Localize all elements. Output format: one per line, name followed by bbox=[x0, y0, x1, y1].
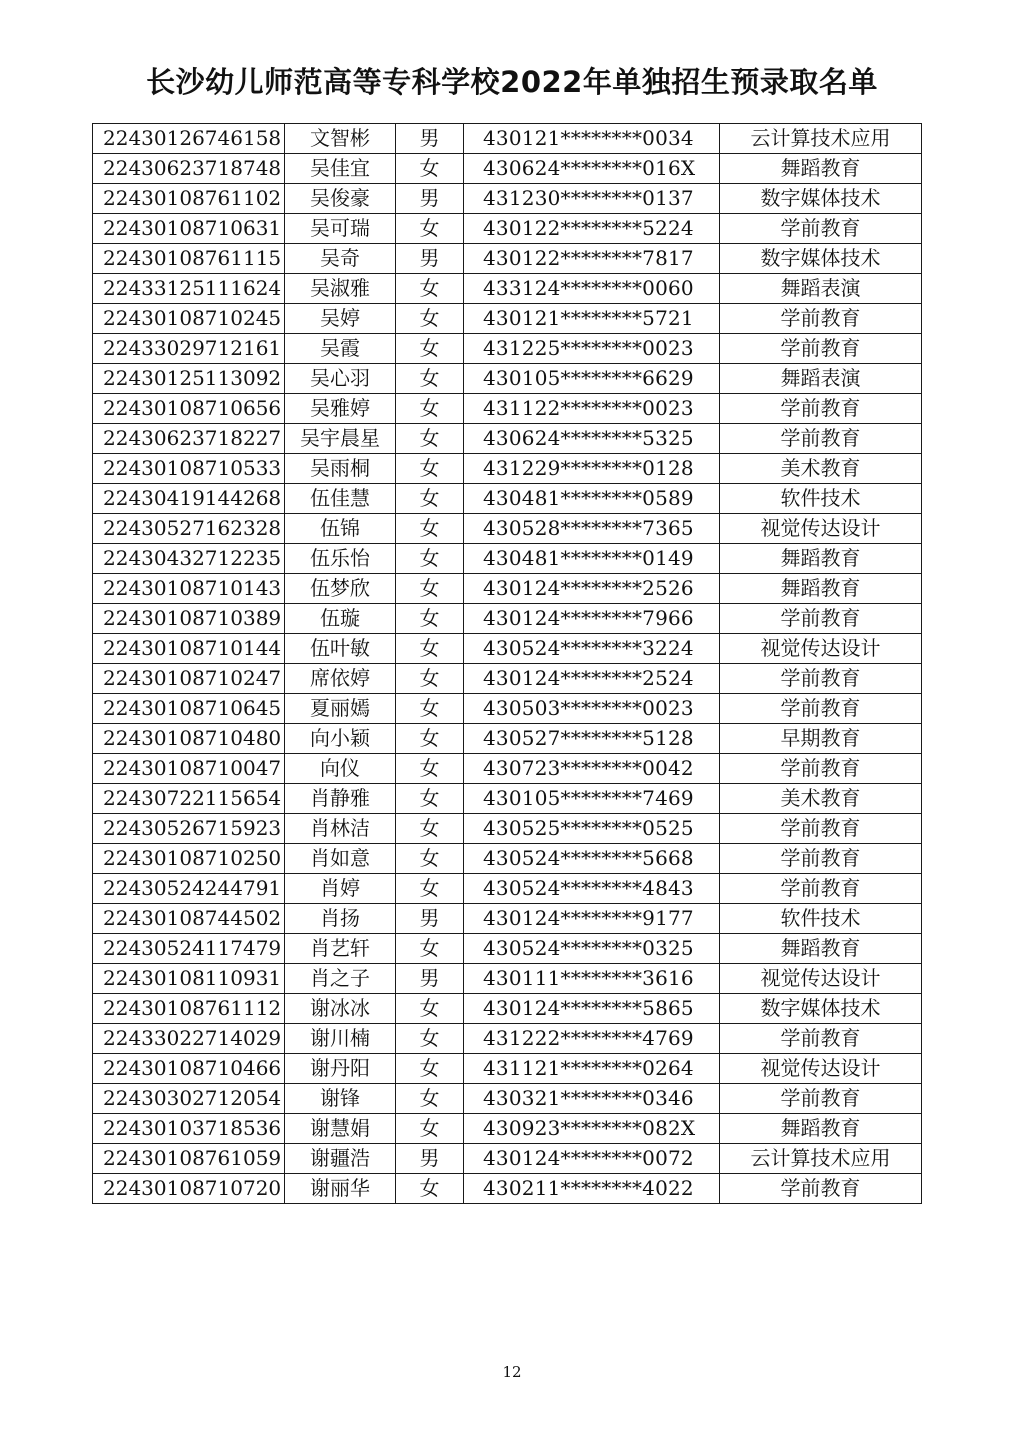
table-row bbox=[93, 964, 922, 994]
exam-id-cell: 22430108710720 bbox=[93, 1174, 285, 1204]
id-card-cell: 430321********0346 bbox=[464, 1084, 720, 1114]
major-cell: 学前教育 bbox=[720, 1084, 922, 1114]
page-number: 12 bbox=[502, 1363, 522, 1381]
exam-id-cell: 22430108761112 bbox=[93, 994, 285, 1024]
exam-id-cell: 22430623718748 bbox=[93, 154, 285, 184]
exam-id-cell: 22430108761102 bbox=[93, 184, 285, 214]
gender-cell: 男 bbox=[396, 964, 464, 994]
major-cell: 舞蹈教育 bbox=[720, 1114, 922, 1144]
id-card-cell: 430503********0023 bbox=[464, 694, 720, 724]
name-cell: 向小颖 bbox=[285, 724, 396, 754]
id-card-cell: 430124********5865 bbox=[464, 994, 720, 1024]
gender-cell: 女 bbox=[396, 574, 464, 604]
exam-id-cell: 22433125111624 bbox=[93, 274, 285, 304]
major-cell: 学前教育 bbox=[720, 394, 922, 424]
table-row bbox=[93, 904, 922, 934]
exam-id-cell: 22430125113092 bbox=[93, 364, 285, 394]
exam-id-cell: 22430524244791 bbox=[93, 874, 285, 904]
name-cell: 谢冰冰 bbox=[285, 994, 396, 1024]
name-cell: 吴婷 bbox=[285, 304, 396, 334]
table-row bbox=[93, 124, 922, 154]
gender-cell: 女 bbox=[396, 1174, 464, 1204]
table-row bbox=[93, 244, 922, 274]
major-cell: 学前教育 bbox=[720, 604, 922, 634]
gender-cell: 女 bbox=[396, 724, 464, 754]
name-cell: 肖林洁 bbox=[285, 814, 396, 844]
table-row bbox=[93, 334, 922, 364]
id-card-cell: 430624********016X bbox=[464, 154, 720, 184]
exam-id-cell: 22430524117479 bbox=[93, 934, 285, 964]
id-card-cell: 430624********5325 bbox=[464, 424, 720, 454]
table-row bbox=[93, 1144, 922, 1174]
gender-cell: 女 bbox=[396, 934, 464, 964]
gender-cell: 女 bbox=[396, 514, 464, 544]
name-cell: 夏丽嫣 bbox=[285, 694, 396, 724]
exam-id-cell: 22430108761059 bbox=[93, 1144, 285, 1174]
major-cell: 学前教育 bbox=[720, 214, 922, 244]
gender-cell: 女 bbox=[396, 424, 464, 454]
name-cell: 吴心羽 bbox=[285, 364, 396, 394]
name-cell: 肖艺轩 bbox=[285, 934, 396, 964]
major-cell: 舞蹈表演 bbox=[720, 364, 922, 394]
id-card-cell: 430105********6629 bbox=[464, 364, 720, 394]
table-row bbox=[93, 1174, 922, 1204]
gender-cell: 女 bbox=[396, 784, 464, 814]
name-cell: 伍乐怡 bbox=[285, 544, 396, 574]
exam-id-cell: 22430103718536 bbox=[93, 1114, 285, 1144]
major-cell: 视觉传达设计 bbox=[720, 964, 922, 994]
major-cell: 舞蹈教育 bbox=[720, 154, 922, 184]
name-cell: 谢锋 bbox=[285, 1084, 396, 1114]
exam-id-cell: 22430108710656 bbox=[93, 394, 285, 424]
id-card-cell: 431229********0128 bbox=[464, 454, 720, 484]
name-cell: 吴霞 bbox=[285, 334, 396, 364]
exam-id-cell: 22430108710480 bbox=[93, 724, 285, 754]
id-card-cell: 430481********0149 bbox=[464, 544, 720, 574]
gender-cell: 女 bbox=[396, 394, 464, 424]
name-cell: 吴雅婷 bbox=[285, 394, 396, 424]
id-card-cell: 430524********3224 bbox=[464, 634, 720, 664]
name-cell: 吴佳宜 bbox=[285, 154, 396, 184]
exam-id-cell: 22430108710047 bbox=[93, 754, 285, 784]
exam-id-cell: 22430108710645 bbox=[93, 694, 285, 724]
name-cell: 伍梦欣 bbox=[285, 574, 396, 604]
table-row bbox=[93, 304, 922, 334]
major-cell: 美术教育 bbox=[720, 784, 922, 814]
major-cell: 软件技术 bbox=[720, 904, 922, 934]
major-cell: 学前教育 bbox=[720, 874, 922, 904]
name-cell: 肖婷 bbox=[285, 874, 396, 904]
name-cell: 伍锦 bbox=[285, 514, 396, 544]
id-card-cell: 430524********0325 bbox=[464, 934, 720, 964]
gender-cell: 女 bbox=[396, 754, 464, 784]
name-cell: 吴奇 bbox=[285, 244, 396, 274]
name-cell: 吴宇晨星 bbox=[285, 424, 396, 454]
table-row bbox=[93, 634, 922, 664]
table-row bbox=[93, 604, 922, 634]
major-cell: 云计算技术应用 bbox=[720, 1144, 922, 1174]
exam-id-cell: 22433029712161 bbox=[93, 334, 285, 364]
exam-id-cell: 22430302712054 bbox=[93, 1084, 285, 1114]
exam-id-cell: 22430623718227 bbox=[93, 424, 285, 454]
major-cell: 数字媒体技术 bbox=[720, 994, 922, 1024]
table-row bbox=[93, 454, 922, 484]
exam-id-cell: 22430108710245 bbox=[93, 304, 285, 334]
exam-id-cell: 22430722115654 bbox=[93, 784, 285, 814]
exam-id-cell: 22430108710144 bbox=[93, 634, 285, 664]
table-row bbox=[93, 814, 922, 844]
table-row bbox=[93, 784, 922, 814]
gender-cell: 女 bbox=[396, 604, 464, 634]
table-row bbox=[93, 214, 922, 244]
id-card-cell: 430524********4843 bbox=[464, 874, 720, 904]
name-cell: 席依婷 bbox=[285, 664, 396, 694]
gender-cell: 女 bbox=[396, 664, 464, 694]
id-card-cell: 430124********2524 bbox=[464, 664, 720, 694]
exam-id-cell: 22430108710250 bbox=[93, 844, 285, 874]
name-cell: 文智彬 bbox=[285, 124, 396, 154]
major-cell: 学前教育 bbox=[720, 754, 922, 784]
name-cell: 向仪 bbox=[285, 754, 396, 784]
id-card-cell: 430528********7365 bbox=[464, 514, 720, 544]
name-cell: 吴俊豪 bbox=[285, 184, 396, 214]
gender-cell: 男 bbox=[396, 184, 464, 214]
id-card-cell: 430124********2526 bbox=[464, 574, 720, 604]
exam-id-cell: 22430108710533 bbox=[93, 454, 285, 484]
exam-id-cell: 22430108744502 bbox=[93, 904, 285, 934]
page-title: 长沙幼儿师范高等专科学校2022年单独招生预录取名单 bbox=[146, 65, 878, 99]
table-row bbox=[93, 874, 922, 904]
name-cell: 肖之子 bbox=[285, 964, 396, 994]
gender-cell: 女 bbox=[396, 634, 464, 664]
major-cell: 舞蹈教育 bbox=[720, 544, 922, 574]
id-card-cell: 430923********082X bbox=[464, 1114, 720, 1144]
exam-id-cell: 22430108710247 bbox=[93, 664, 285, 694]
id-card-cell: 430524********5668 bbox=[464, 844, 720, 874]
major-cell: 视觉传达设计 bbox=[720, 514, 922, 544]
exam-id-cell: 22430108110931 bbox=[93, 964, 285, 994]
gender-cell: 女 bbox=[396, 454, 464, 484]
major-cell: 学前教育 bbox=[720, 1174, 922, 1204]
name-cell: 谢丹阳 bbox=[285, 1054, 396, 1084]
name-cell: 伍璇 bbox=[285, 604, 396, 634]
id-card-cell: 433124********0060 bbox=[464, 274, 720, 304]
table-row bbox=[93, 934, 922, 964]
exam-id-cell: 22430108710631 bbox=[93, 214, 285, 244]
table-row bbox=[93, 184, 922, 214]
gender-cell: 女 bbox=[396, 544, 464, 574]
id-card-cell: 431121********0264 bbox=[464, 1054, 720, 1084]
id-card-cell: 430121********5721 bbox=[464, 304, 720, 334]
table-row bbox=[93, 994, 922, 1024]
gender-cell: 男 bbox=[396, 124, 464, 154]
gender-cell: 女 bbox=[396, 334, 464, 364]
gender-cell: 女 bbox=[396, 274, 464, 304]
major-cell: 舞蹈教育 bbox=[720, 934, 922, 964]
major-cell: 舞蹈教育 bbox=[720, 574, 922, 604]
table-row bbox=[93, 154, 922, 184]
major-cell: 云计算技术应用 bbox=[720, 124, 922, 154]
id-card-cell: 431222********4769 bbox=[464, 1024, 720, 1054]
name-cell: 吴淑雅 bbox=[285, 274, 396, 304]
gender-cell: 男 bbox=[396, 1144, 464, 1174]
exam-id-cell: 22430108761115 bbox=[93, 244, 285, 274]
exam-id-cell: 22433022714029 bbox=[93, 1024, 285, 1054]
id-card-cell: 431230********0137 bbox=[464, 184, 720, 214]
major-cell: 学前教育 bbox=[720, 814, 922, 844]
gender-cell: 女 bbox=[396, 364, 464, 394]
id-card-cell: 430124********9177 bbox=[464, 904, 720, 934]
gender-cell: 女 bbox=[396, 694, 464, 724]
id-card-cell: 430124********7966 bbox=[464, 604, 720, 634]
gender-cell: 男 bbox=[396, 904, 464, 934]
id-card-cell: 430723********0042 bbox=[464, 754, 720, 784]
exam-id-cell: 22430526715923 bbox=[93, 814, 285, 844]
name-cell: 肖静雅 bbox=[285, 784, 396, 814]
major-cell: 学前教育 bbox=[720, 424, 922, 454]
major-cell: 学前教育 bbox=[720, 664, 922, 694]
table-row bbox=[93, 1054, 922, 1084]
id-card-cell: 430211********4022 bbox=[464, 1174, 720, 1204]
name-cell: 伍佳慧 bbox=[285, 484, 396, 514]
id-card-cell: 430121********0034 bbox=[464, 124, 720, 154]
id-card-cell: 430525********0525 bbox=[464, 814, 720, 844]
gender-cell: 女 bbox=[396, 214, 464, 244]
major-cell: 数字媒体技术 bbox=[720, 184, 922, 214]
id-card-cell: 431122********0023 bbox=[464, 394, 720, 424]
table-row bbox=[93, 394, 922, 424]
exam-id-cell: 22430108710466 bbox=[93, 1054, 285, 1084]
id-card-cell: 430527********5128 bbox=[464, 724, 720, 754]
gender-cell: 女 bbox=[396, 1114, 464, 1144]
gender-cell: 女 bbox=[396, 874, 464, 904]
table-row bbox=[93, 844, 922, 874]
major-cell: 学前教育 bbox=[720, 844, 922, 874]
table-row bbox=[93, 424, 922, 454]
gender-cell: 女 bbox=[396, 304, 464, 334]
id-card-cell: 430122********5224 bbox=[464, 214, 720, 244]
major-cell: 软件技术 bbox=[720, 484, 922, 514]
exam-id-cell: 22430432712235 bbox=[93, 544, 285, 574]
id-card-cell: 431225********0023 bbox=[464, 334, 720, 364]
major-cell: 视觉传达设计 bbox=[720, 634, 922, 664]
table-row bbox=[93, 574, 922, 604]
admission-table bbox=[92, 123, 922, 1204]
admission-table-body bbox=[93, 124, 922, 1204]
major-cell: 美术教育 bbox=[720, 454, 922, 484]
exam-id-cell: 22430108710143 bbox=[93, 574, 285, 604]
gender-cell: 女 bbox=[396, 1054, 464, 1084]
exam-id-cell: 22430419144268 bbox=[93, 484, 285, 514]
name-cell: 伍叶敏 bbox=[285, 634, 396, 664]
exam-id-cell: 22430126746158 bbox=[93, 124, 285, 154]
id-card-cell: 430122********7817 bbox=[464, 244, 720, 274]
exam-id-cell: 22430108710389 bbox=[93, 604, 285, 634]
name-cell: 谢慧娟 bbox=[285, 1114, 396, 1144]
gender-cell: 女 bbox=[396, 154, 464, 184]
table-row bbox=[93, 364, 922, 394]
table-row bbox=[93, 274, 922, 304]
gender-cell: 女 bbox=[396, 844, 464, 874]
name-cell: 肖扬 bbox=[285, 904, 396, 934]
id-card-cell: 430111********3616 bbox=[464, 964, 720, 994]
name-cell: 吴雨桐 bbox=[285, 454, 396, 484]
major-cell: 早期教育 bbox=[720, 724, 922, 754]
table-row bbox=[93, 1114, 922, 1144]
name-cell: 谢丽华 bbox=[285, 1174, 396, 1204]
id-card-cell: 430481********0589 bbox=[464, 484, 720, 514]
major-cell: 学前教育 bbox=[720, 334, 922, 364]
gender-cell: 男 bbox=[396, 244, 464, 274]
major-cell: 学前教育 bbox=[720, 1024, 922, 1054]
table-row bbox=[93, 664, 922, 694]
major-cell: 数字媒体技术 bbox=[720, 244, 922, 274]
name-cell: 吴可瑞 bbox=[285, 214, 396, 244]
table-row bbox=[93, 514, 922, 544]
gender-cell: 女 bbox=[396, 1084, 464, 1114]
gender-cell: 女 bbox=[396, 814, 464, 844]
id-card-cell: 430105********7469 bbox=[464, 784, 720, 814]
name-cell: 肖如意 bbox=[285, 844, 396, 874]
table-row bbox=[93, 544, 922, 574]
table-row bbox=[93, 694, 922, 724]
gender-cell: 女 bbox=[396, 484, 464, 514]
table-row bbox=[93, 754, 922, 784]
gender-cell: 女 bbox=[396, 994, 464, 1024]
exam-id-cell: 22430527162328 bbox=[93, 514, 285, 544]
table-row bbox=[93, 724, 922, 754]
gender-cell: 女 bbox=[396, 1024, 464, 1054]
major-cell: 学前教育 bbox=[720, 304, 922, 334]
name-cell: 谢川楠 bbox=[285, 1024, 396, 1054]
table-row bbox=[93, 484, 922, 514]
name-cell: 谢疆浩 bbox=[285, 1144, 396, 1174]
table-row bbox=[93, 1084, 922, 1114]
major-cell: 舞蹈表演 bbox=[720, 274, 922, 304]
id-card-cell: 430124********0072 bbox=[464, 1144, 720, 1174]
major-cell: 视觉传达设计 bbox=[720, 1054, 922, 1084]
table-row bbox=[93, 1024, 922, 1054]
major-cell: 学前教育 bbox=[720, 694, 922, 724]
